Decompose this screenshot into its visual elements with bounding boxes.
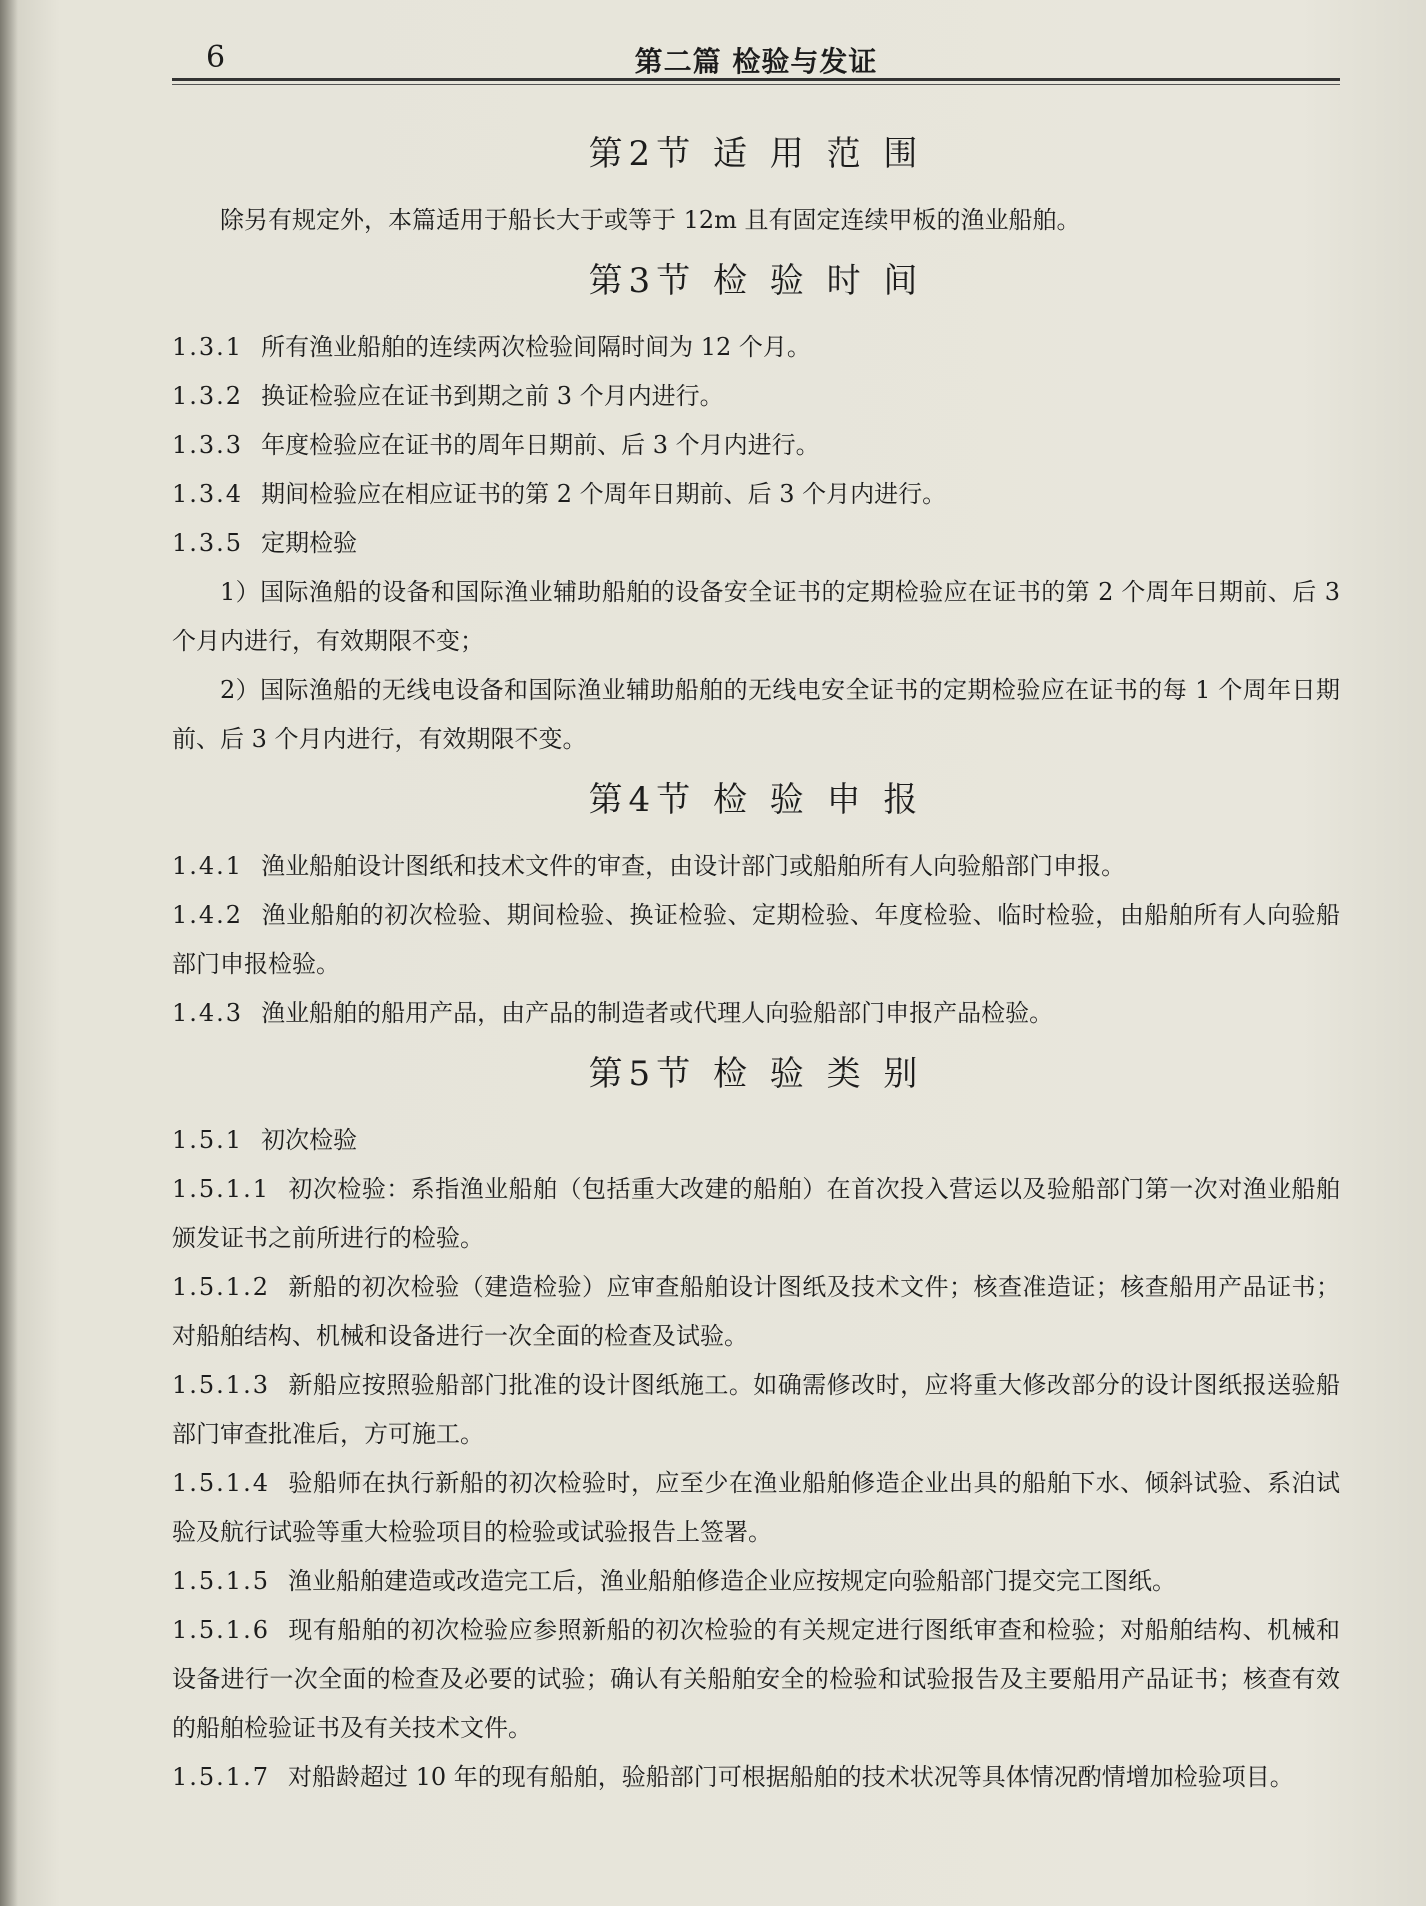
clause-number: 1.5.1 — [172, 1126, 244, 1154]
paragraph-text: 期间检验应在相应证书的第 2 个周年日期前、后 3 个月内进行。 — [261, 480, 947, 508]
paragraph — [172, 1263, 1340, 1361]
clause-number: 1.3.3 — [172, 431, 244, 459]
paragraph — [172, 568, 1340, 666]
paragraph — [172, 421, 1340, 470]
clause-number: 1.3.4 — [172, 480, 244, 508]
paragraph-text: 对船龄超过 10 年的现有船舶，验船部门可根据船舶的技术状况等具体情况酌情增加检验项目。 — [287, 1763, 1294, 1791]
paragraph-text: 年度检验应在证书的周年日期前、后 3 个月内进行。 — [261, 431, 820, 459]
section-title: 第4节 检 验 申 报 — [588, 780, 924, 820]
paragraph-text: 定期检验 — [261, 529, 358, 557]
paragraph — [172, 666, 1340, 764]
paragraph — [172, 989, 1340, 1038]
clause-number: 1.3.5 — [172, 529, 244, 557]
paragraph — [172, 519, 1340, 568]
clause-number: 1.5.1.2 — [172, 1273, 270, 1301]
clause-number: 1.5.1.4 — [172, 1469, 270, 1497]
paragraph-text: 渔业船舶的初次检验、期间检验、换证检验、定期检验、年度检验、临时检验，由船舶所有人向验船部门申报检验。 — [172, 901, 1340, 978]
paragraph-text: 换证检验应在证书到期之前 3 个月内进行。 — [261, 382, 724, 410]
binding-shadow — [0, 0, 18, 1906]
header-rule-thin — [172, 84, 1340, 85]
paragraph — [172, 1606, 1340, 1753]
paragraph — [172, 842, 1340, 891]
section-title: 第2节 适 用 范 围 — [588, 134, 924, 174]
paragraph — [172, 1361, 1340, 1459]
paragraph — [172, 1459, 1340, 1557]
paragraph — [172, 891, 1340, 989]
paragraph-text: 初次检验 — [261, 1126, 358, 1154]
paragraph-text: 新船应按照验船部门批准的设计图纸施工。如确需修改时，应将重大修改部分的设计图纸报送验船部门审查批准后，方可施工。 — [172, 1371, 1340, 1448]
paragraph-text: 1）国际渔船的设备和国际渔业辅助船舶的设备安全证书的定期检验应在证书的第 2 个周年日期前、后 3 个月内进行，有效期限不变； — [172, 578, 1340, 655]
paragraph-text: 渔业船舶的船用产品，由产品的制造者或代理人向验船部门申报产品检验。 — [261, 999, 1054, 1027]
clause-number: 1.5.1.6 — [172, 1616, 270, 1644]
clause-number: 1.5.1.5 — [172, 1567, 270, 1595]
clause-number: 1.5.1.1 — [172, 1175, 270, 1203]
page-number: 6 — [206, 40, 226, 75]
paragraph — [172, 1753, 1340, 1802]
paragraph — [172, 1165, 1340, 1263]
section-title: 第5节 检 验 类 别 — [588, 1054, 924, 1094]
paragraph-text: 现有船舶的初次检验应参照新船的初次检验的有关规定进行图纸审查和检验；对船舶结构、机械和设备进行一次全面的检查及必要的试验；确认有关船舶安全的检验和试验报告及主要船用产品证书；核查有效的船舶检验证书及有关技术文件。 — [172, 1616, 1340, 1742]
paragraph — [172, 323, 1340, 372]
clause-number: 1.5.1.7 — [172, 1763, 270, 1791]
clause-number: 1.4.2 — [172, 901, 244, 929]
paragraph-text: 2）国际渔船的无线电设备和国际渔业辅助船舶的无线电安全证书的定期检验应在证书的每 1 个周年日期前、后 3 个月内进行，有效期限不变。 — [172, 676, 1340, 753]
paragraph — [172, 470, 1340, 519]
paragraph — [172, 196, 1340, 245]
clause-number: 1.5.1.3 — [172, 1371, 270, 1399]
clause-number: 1.4.3 — [172, 999, 244, 1027]
paragraph — [172, 372, 1340, 421]
paragraph-text: 所有渔业船舶的连续两次检验间隔时间为 12 个月。 — [261, 333, 811, 361]
paragraph — [172, 1116, 1340, 1165]
clause-number: 1.3.1 — [172, 333, 244, 361]
paragraph-text: 新船的初次检验（建造检验）应审查船舶设计图纸及技术文件；核查准造证；核查船用产品证书；对船舶结构、机械和设备进行一次全面的检查及试验。 — [172, 1273, 1340, 1350]
paragraph-text: 验船师在执行新船的初次检验时，应至少在渔业船舶修造企业出具的船舶下水、倾斜试验、系泊试验及航行试验等重大检验项目的检验或试验报告上签署。 — [172, 1469, 1340, 1546]
paragraph-text: 除另有规定外，本篇适用于船长大于或等于 12m 且有固定连续甲板的渔业船舶。 — [220, 206, 1081, 234]
body-content — [172, 118, 1340, 1802]
header-rule — [172, 78, 1340, 81]
section-title: 第3节 检 验 时 间 — [588, 261, 924, 301]
clause-number: 1.3.2 — [172, 382, 244, 410]
paragraph-text: 初次检验：系指渔业船舶（包括重大改建的船舶）在首次投入营运以及验船部门第一次对渔业船舶颁发证书之前所进行的检验。 — [172, 1175, 1340, 1252]
paragraph-text: 渔业船舶建造或改造完工后，渔业船舶修造企业应按规定向验船部门提交完工图纸。 — [287, 1567, 1176, 1595]
paragraph — [172, 1557, 1340, 1606]
clause-number: 1.4.1 — [172, 852, 244, 880]
running-title: 第二篇 检验与发证 — [634, 45, 878, 78]
paragraph-text: 渔业船舶设计图纸和技术文件的审查，由设计部门或船舶所有人向验船部门申报。 — [261, 852, 1126, 880]
